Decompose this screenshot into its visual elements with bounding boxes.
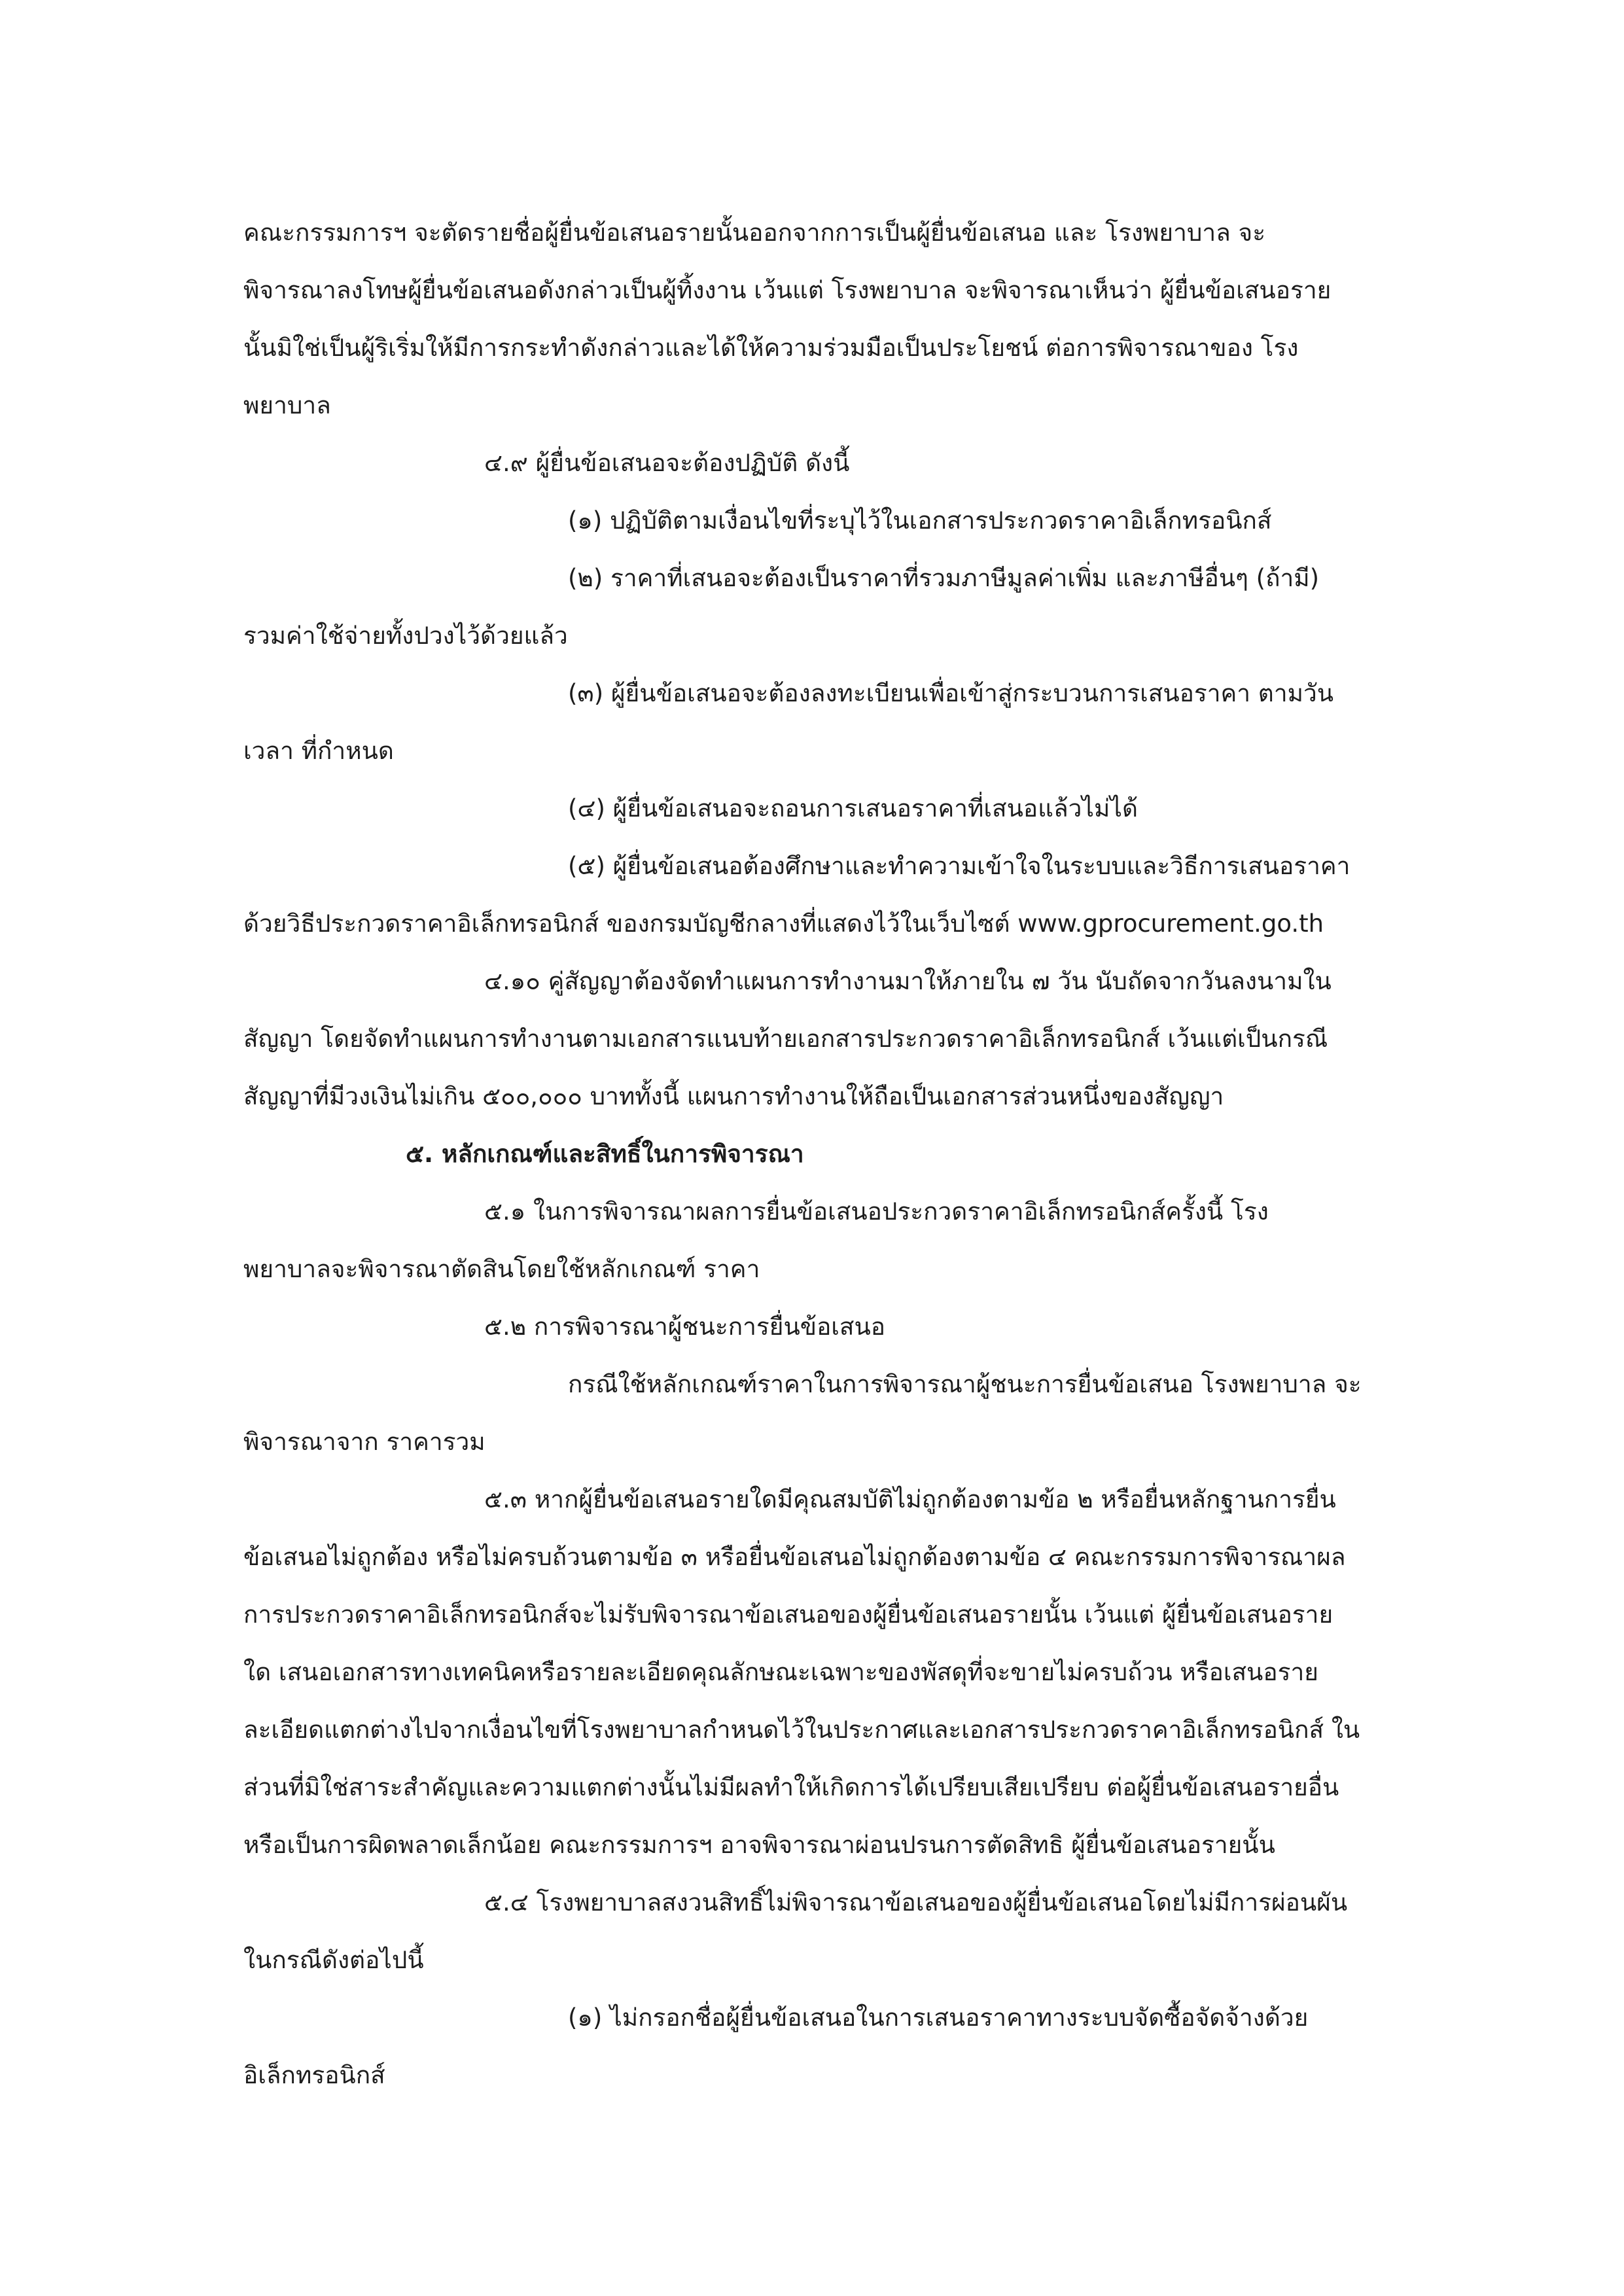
paragraph-line: รวมค่าใช้จ่ายทั้งปวงไว้ด้วยแล้ว [243, 622, 568, 650]
paragraph-line: คณะกรรมการฯ จะตัดรายชื่อผู้ยื่นข้อเสนอรายนั้นออกจากการเป็นผู้ยื่นข้อเสนอ และ โรงพยาบาล จะ [243, 219, 1266, 247]
paragraph-line: ด้วยวิธีประกวดราคาอิเล็กทรอนิกส์ ของกรมบัญชีกลางที่แสดงไว้ในเว็บไซต์ www.gprocurement.go.th [243, 910, 1324, 938]
clause-heading-5-4: ๕.๔ โรงพยาบาลสงวนสิทธิ์ไม่พิจารณาข้อเสนอของผู้ยื่นข้อเสนอโดยไม่มีการผ่อนผัน [484, 1888, 1348, 1916]
paragraph-line: ส่วนที่มิใช่สาระสำคัญและความแตกต่างนั้นไม่มีผลทำให้เกิดการได้เปรียบเสียเปรียบ ต่อผู้ยื่นข้อเสนอรายอื่น [243, 1773, 1339, 1801]
paragraph-line: การประกวดราคาอิเล็กทรอนิกส์จะไม่รับพิจารณาข้อเสนอของผู้ยื่นข้อเสนอรายนั้น เว้นแต่ ผู้ยื่นข้อเสนอราย [243, 1600, 1333, 1629]
paragraph-line: พิจารณาลงโทษผู้ยื่นข้อเสนอดังกล่าวเป็นผู้ทิ้งงาน เว้นแต่ โรงพยาบาล จะพิจารณาเห็นว่า ผู้ยื่นข้อเสนอราย [243, 276, 1332, 304]
paragraph-line: ใด เสนอเอกสารทางเทคนิคหรือรายละเอียดคุณลักษณะเฉพาะของพัสดุที่จะขายไม่ครบถ้วน หรือเสนอราย [243, 1658, 1318, 1686]
paragraph-line: พยาบาลจะพิจารณาตัดสินโดยใช้หลักเกณฑ์ ราคา [243, 1255, 760, 1283]
paragraph-line: ข้อเสนอไม่ถูกต้อง หรือไม่ครบถ้วนตามข้อ ๓ หรือยื่นข้อเสนอไม่ถูกต้องตามข้อ ๔ คณะกรรมการพิจารณาผล [243, 1543, 1346, 1571]
list-item-line: (๔) ผู้ยื่นข้อเสนอจะถอนการเสนอราคาที่เสนอแล้วไม่ได้ [568, 794, 1139, 822]
list-item-line: (๒) ราคาที่เสนอจะต้องเป็นราคาที่รวมภาษีมูลค่าเพิ่ม และภาษีอื่นๆ (ถ้ามี) [568, 564, 1320, 592]
paragraph-line: ละเอียดแตกต่างไปจากเงื่อนไขที่โรงพยาบาลกำหนดไว้ในประกาศและเอกสารประกวดราคาอิเล็กทรอนิกส์ ใน [243, 1716, 1360, 1744]
paragraph-line: เวลา ที่กำหนด [243, 737, 394, 765]
paragraph-line: พิจารณาจาก ราคารวม [243, 1428, 485, 1456]
paragraph-line: หรือเป็นการผิดพลาดเล็กน้อย คณะกรรมการฯ อาจพิจารณาผ่อนปรนการตัดสิทธิ ผู้ยื่นข้อเสนอรายนั้น [243, 1831, 1275, 1859]
clause-heading-4-10: ๔.๑๐ คู่สัญญาต้องจัดทำแผนการทำงานมาให้ภายใน ๗ วัน นับถัดจากวันลงนามใน [484, 967, 1332, 995]
list-item-line: (๓) ผู้ยื่นข้อเสนอจะต้องลงทะเบียนเพื่อเข้าสู่กระบวนการเสนอราคา ตามวัน [568, 679, 1334, 707]
paragraph-line: นั้นมิใช่เป็นผู้ริเริ่มให้มีการกระทำดังกล่าวและได้ให้ความร่วมมือเป็นประโยชน์ ต่อการพิจารณาของ โรง [243, 334, 1299, 362]
clause-heading-5-1: ๕.๑ ในการพิจารณาผลการยื่นข้อเสนอประกวดราคาอิเล็กทรอนิกส์ครั้งนี้ โรง [484, 1197, 1269, 1226]
paragraph-line: อิเล็กทรอนิกส์ [243, 2061, 385, 2089]
clause-heading-4-9: ๔.๙ ผู้ยื่นข้อเสนอจะต้องปฏิบัติ ดังนี้ [484, 449, 850, 477]
list-item-line: (๑) ไม่กรอกชื่อผู้ยื่นข้อเสนอในการเสนอราคาทางระบบจัดซื้อจัดจ้างด้วย [568, 2004, 1309, 2032]
paragraph-line: ในกรณีดังต่อไปนี้ [243, 1946, 424, 1974]
clause-heading-5-3: ๕.๓ หากผู้ยื่นข้อเสนอรายใดมีคุณสมบัติไม่ถูกต้องตามข้อ ๒ หรือยื่นหลักฐานการยื่น [484, 1485, 1336, 1513]
paragraph-line: พยาบาล [243, 391, 331, 419]
paragraph-line: กรณีใช้หลักเกณฑ์ราคาในการพิจารณาผู้ชนะการยื่นข้อเสนอ โรงพยาบาล จะ [568, 1370, 1362, 1398]
paragraph-line: สัญญา โดยจัดทำแผนการทำงานตามเอกสารแนบท้ายเอกสารประกวดราคาอิเล็กทรอนิกส์ เว้นแต่เป็นกรณี [243, 1025, 1328, 1053]
section-heading-5: ๕. หลักเกณฑ์และสิทธิ์ในการพิจารณา [406, 1140, 804, 1168]
list-item-line: (๕) ผู้ยื่นข้อเสนอต้องศึกษาและทำความเข้าใจในระบบและวิธีการเสนอราคา [568, 852, 1350, 880]
clause-heading-5-2: ๕.๒ การพิจารณาผู้ชนะการยื่นข้อเสนอ [484, 1313, 886, 1341]
paragraph-line: สัญญาที่มีวงเงินไม่เกิน ๕๐๐,๐๐๐ บาททั้งนี้ แผนการทำงานให้ถือเป็นเอกสารส่วนหนึ่งของสัญญา [243, 1082, 1224, 1110]
list-item-line: (๑) ปฏิบัติตามเงื่อนไขที่ระบุไว้ในเอกสารประกวดราคาอิเล็กทรอนิกส์ [568, 506, 1272, 535]
